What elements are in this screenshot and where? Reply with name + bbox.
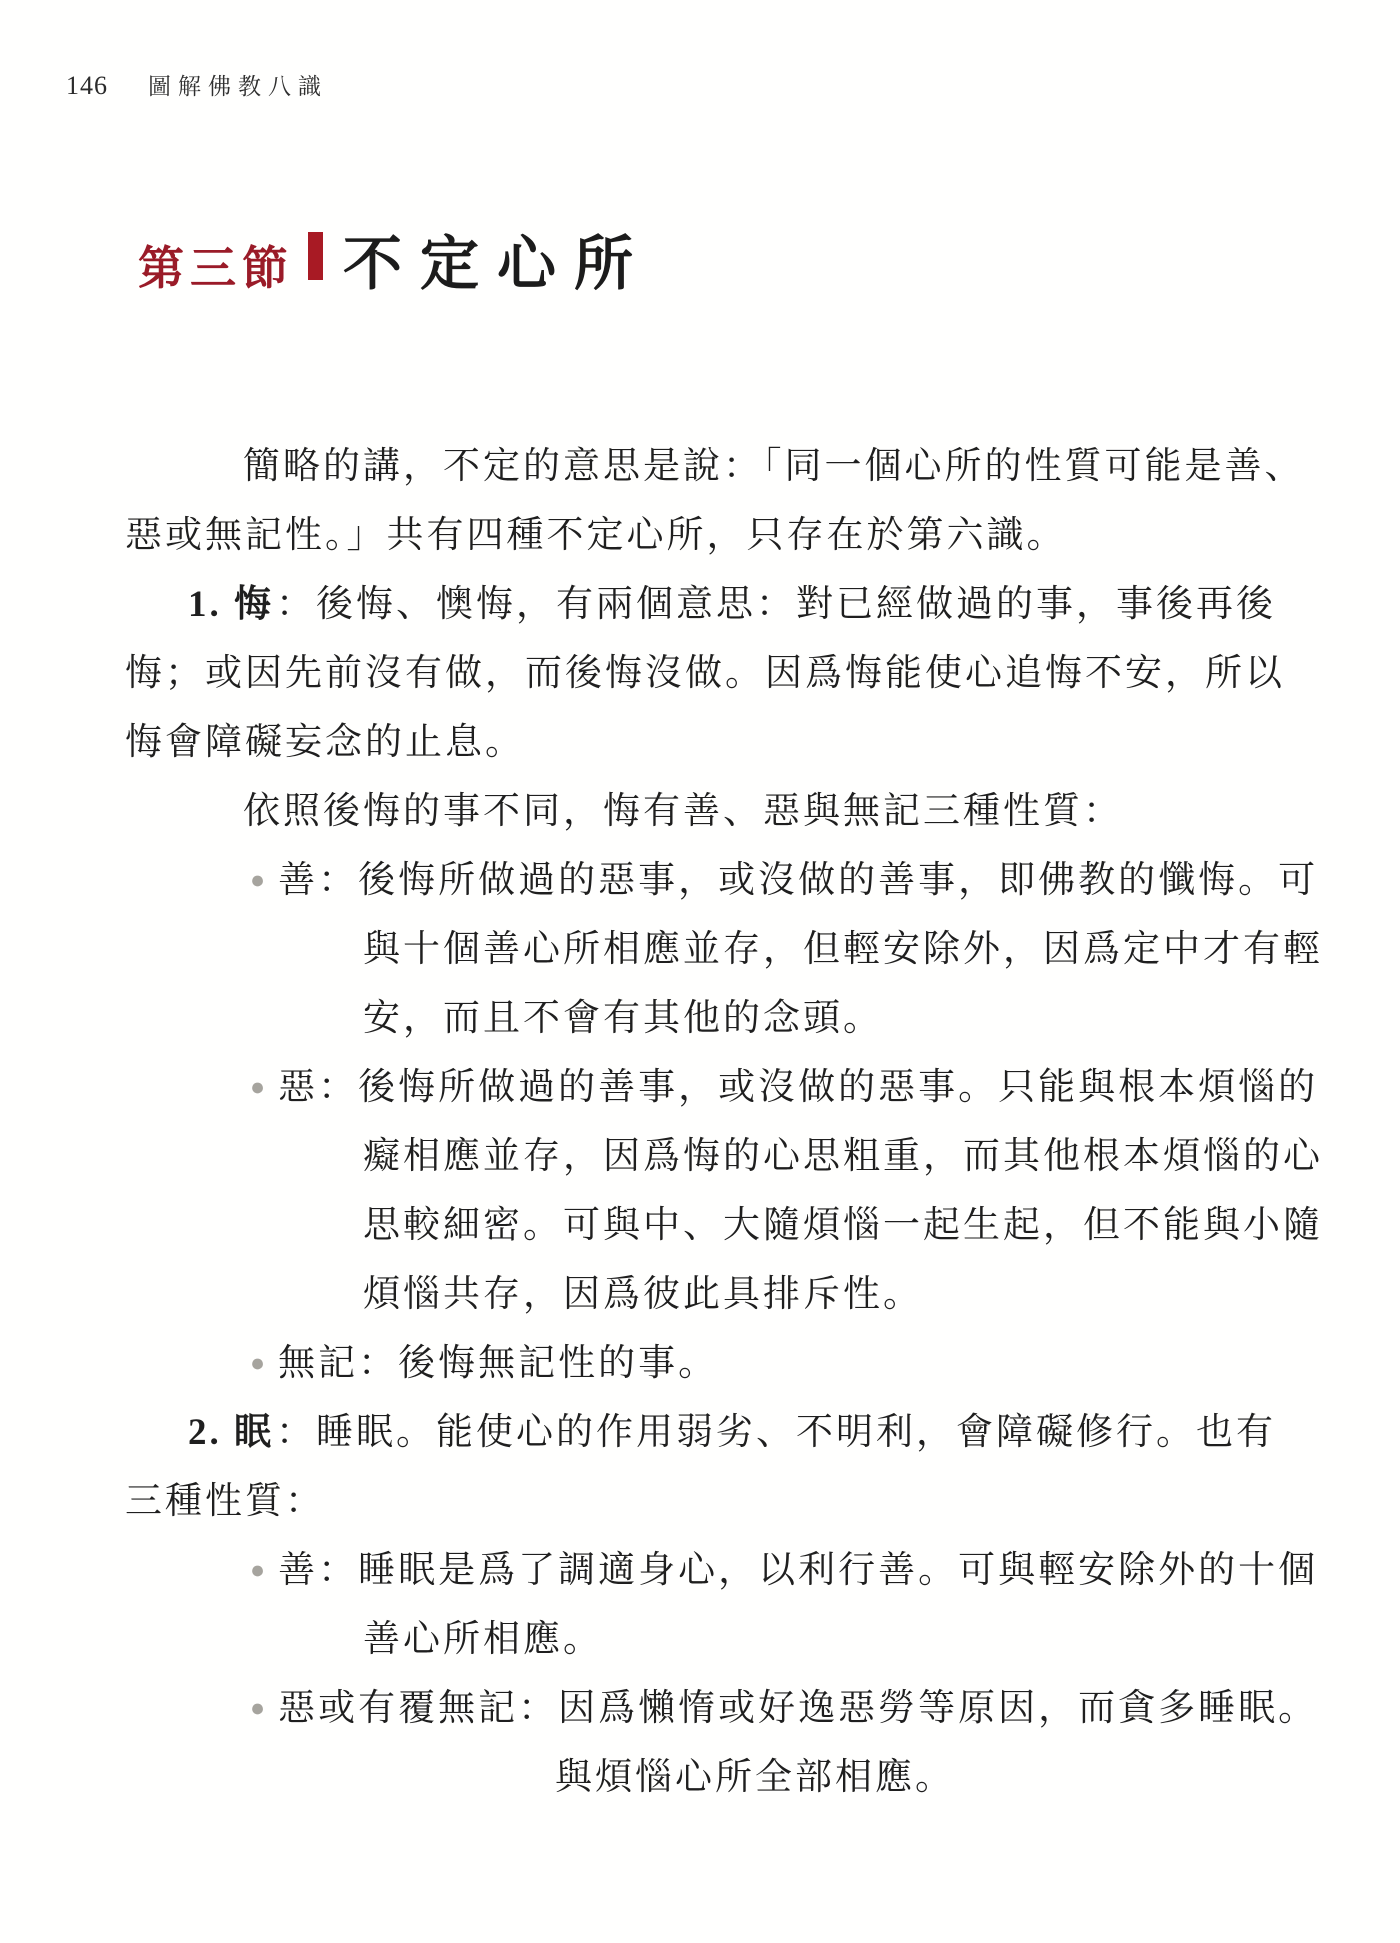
line-text: 悔；或因先前沒有做，而後悔沒做。因爲悔能使心追悔不安，所以	[125, 653, 1285, 694]
line-text: 惡：後悔所做過的善事，或沒做的惡事。只能與根本煩惱的	[278, 1067, 1319, 1108]
page-title: 不定心所	[343, 231, 652, 297]
text-line	[363, 1191, 1376, 1260]
line-text: 悔會障礙妄念的止息。	[125, 722, 525, 763]
running-header	[66, 68, 328, 101]
text-line	[363, 915, 1376, 984]
text-line	[188, 570, 1376, 639]
line-text: 善心所相應。	[363, 1619, 603, 1660]
line-text: 三種性質：	[125, 1481, 325, 1522]
section-bar-icon	[308, 232, 323, 280]
text-line	[363, 1260, 1376, 1329]
bullet-dot-icon: ●	[250, 1557, 269, 1584]
line-text: 無記：後悔無記性的事。	[278, 1343, 719, 1384]
text-line	[250, 1329, 1376, 1398]
page-number: 146	[66, 71, 108, 100]
line-text: 與煩惱心所全部相應。	[555, 1757, 955, 1798]
line-text: ：睡眠。能使心的作用弱劣、不明利，會障礙修行。也有	[276, 1412, 1276, 1453]
body-text	[125, 432, 1376, 1812]
line-text: 依照後悔的事不同，悔有善、惡與無記三種性質：	[243, 791, 1123, 832]
text-line	[250, 1674, 1376, 1743]
book-title: 圖解佛教八識	[148, 74, 328, 99]
line-text: 善：睡眠是爲了調適身心，以利行善。可與輕安除外的十個	[278, 1550, 1319, 1591]
line-text: 簡略的講，不定的意思是說：「同一個心所的性質可能是善、	[243, 446, 1305, 487]
line-text: 惡或有覆無記：因爲懶惰或好逸惡勞等原因，而貪多睡眠。	[278, 1688, 1319, 1729]
text-line	[250, 1053, 1376, 1122]
text-line	[250, 1536, 1376, 1605]
text-line	[363, 1605, 1376, 1674]
line-text: 惡或無記性。」共有四種不定心所，只存在於第六識。	[125, 515, 1067, 556]
text-line	[243, 432, 1376, 501]
text-line	[188, 1398, 1376, 1467]
line-text: 善：後悔所做過的惡事，或沒做的善事，即佛教的懺悔。可	[278, 860, 1319, 901]
bullet-dot-icon: ●	[250, 1350, 269, 1377]
line-text: ：後悔、懊悔，有兩個意思：對已經做過的事，事後再後	[276, 584, 1276, 625]
bullet-dot-icon: ●	[250, 1695, 269, 1722]
line-text: 安，而且不會有其他的念頭。	[363, 998, 883, 1039]
section-heading	[138, 216, 651, 301]
text-line	[125, 639, 1376, 708]
line-text: 癡相應並存，因爲悔的心思粗重，而其他根本煩惱的心	[363, 1136, 1323, 1177]
text-line	[125, 501, 1376, 570]
text-line	[250, 846, 1376, 915]
text-line	[125, 708, 1376, 777]
text-line	[363, 1122, 1376, 1191]
line-text: 與十個善心所相應並存，但輕安除外，因爲定中才有輕	[363, 929, 1323, 970]
bullet-dot-icon: ●	[250, 1074, 269, 1101]
bullet-dot-icon: ●	[250, 867, 269, 894]
text-line	[243, 777, 1376, 846]
list-number: 2. 眠	[188, 1412, 274, 1453]
section-label: 第三節	[138, 243, 294, 294]
text-line	[125, 1467, 1376, 1536]
line-text: 思較細密。可與中、大隨煩惱一起生起，但不能與小隨	[363, 1205, 1323, 1246]
line-text: 煩惱共存，因爲彼此具排斥性。	[363, 1274, 923, 1315]
text-line	[363, 984, 1376, 1053]
text-line	[555, 1743, 1376, 1812]
list-number: 1. 悔	[188, 584, 274, 625]
